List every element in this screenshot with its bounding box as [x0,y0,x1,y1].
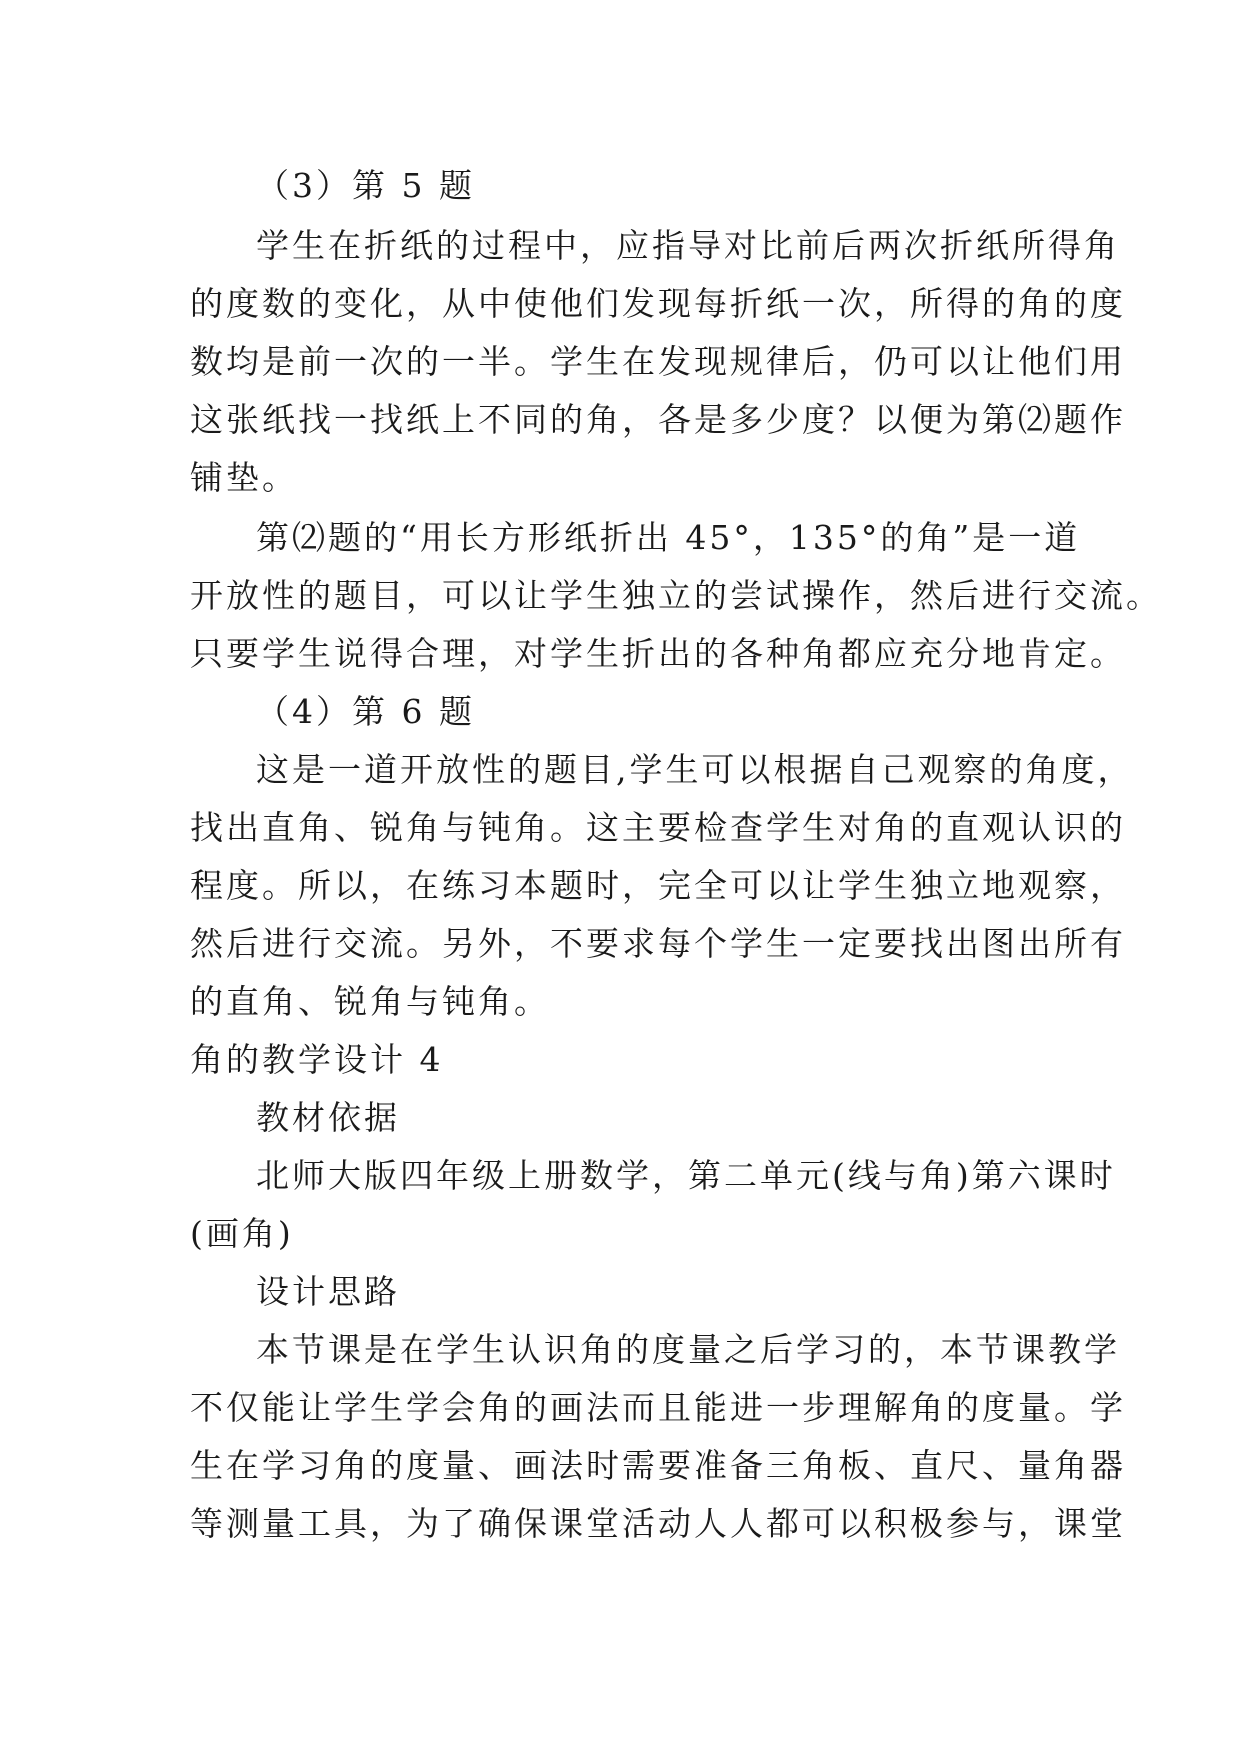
paragraph-line: 只要学生说得合理，对学生折出的各种角都应充分地肯定。 [190,634,1126,673]
section-label-3: （3）第 5 题 [256,166,475,205]
paragraph-line: 生在学习角的度量、画法时需要准备三角板、直尺、量角器 [190,1446,1126,1485]
paragraph-line: 然后进行交流。另外，不要求每个学生一定要找出图出所有 [190,924,1126,963]
paragraph-line: (画角) [190,1214,294,1253]
paragraph-line: 的度数的变化，从中使他们发现每折纸一次，所得的角的度 [190,284,1126,323]
paragraph-line: 找出直角、锐角与钝角。这主要检查学生对角的直观认识的 [190,808,1126,847]
paragraph-line: 开放性的题目，可以让学生独立的尝试操作，然后进行交流。 [190,576,1162,615]
paragraph-line: 北师大版四年级上册数学，第二单元(线与角)第六课时 [256,1156,1116,1195]
paragraph-line: 这是一道开放性的题目,学生可以根据自己观察的角度， [256,750,1134,789]
design-heading: 设计思路 [256,1272,400,1311]
paragraph-line: 数均是前一次的一半。学生在发现规律后，仍可以让他们用 [190,342,1126,381]
section-label-4: （4）第 6 题 [256,692,475,731]
basis-heading: 教材依据 [256,1098,400,1137]
paragraph-line: 等测量工具，为了确保课堂活动人人都可以积极参与，课堂 [190,1504,1126,1543]
paragraph-line: 不仅能让学生学会角的画法而且能进一步理解角的度量。学 [190,1388,1126,1427]
paragraph-line: 程度。所以，在练习本题时，完全可以让学生独立地观察， [190,866,1126,905]
paragraph-line: 本节课是在学生认识角的度量之后学习的，本节课教学 [256,1330,1120,1369]
paragraph-line: 这张纸找一找纸上不同的角，各是多少度？以便为第⑵题作 [190,400,1126,439]
paragraph-line: 铺垫。 [190,458,298,497]
paragraph-line: 的直角、锐角与钝角。 [190,982,550,1021]
paragraph-line: 学生在折纸的过程中，应指导对比前后两次折纸所得角 [256,226,1120,265]
document-title: 角的教学设计 4 [190,1040,444,1079]
paragraph-line: 第⑵题的“用长方形纸折出 45°，135°的角”是一道 [256,518,1081,557]
